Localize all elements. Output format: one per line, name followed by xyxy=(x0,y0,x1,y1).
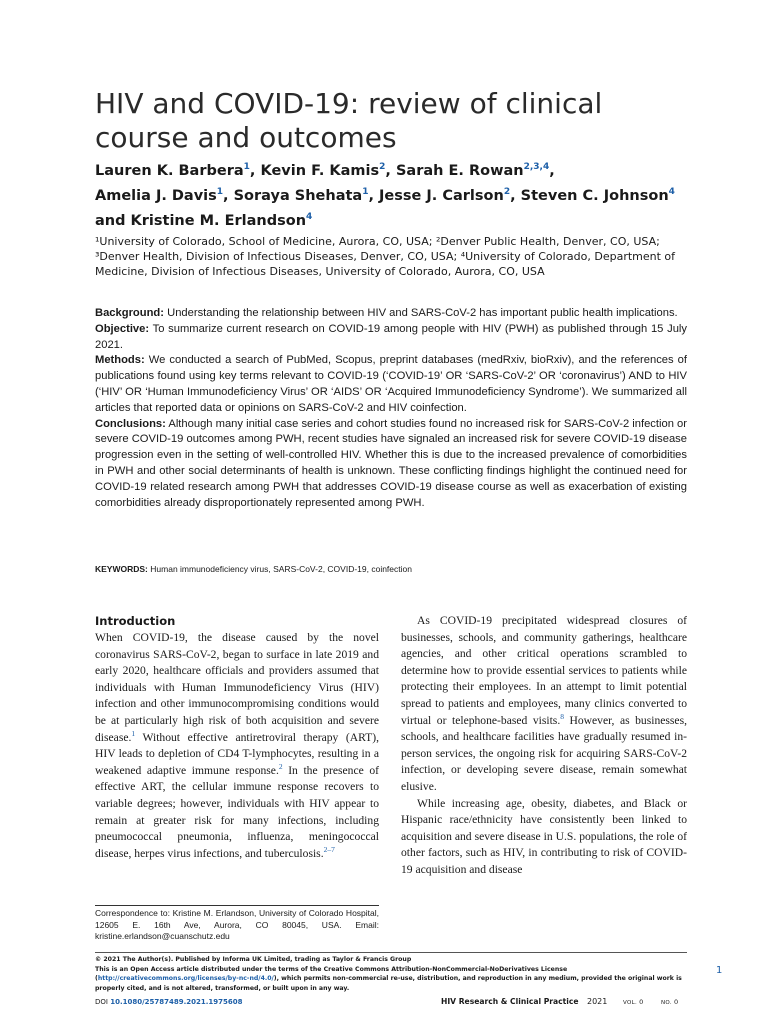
doi-line: DOI 10.1080/25787489.2021.1975608 xyxy=(95,998,243,1006)
citation-link[interactable]: 2–7 xyxy=(323,844,335,854)
author-name[interactable]: and Kristine M. Erlandson xyxy=(95,212,307,229)
author-name[interactable]: Amelia J. Davis xyxy=(95,187,217,204)
journal-footer xyxy=(95,996,687,1008)
keywords xyxy=(95,563,695,575)
correspondence-divider xyxy=(95,905,379,906)
objective-text: To summarize current research on COVID-19 among people with HIV (PWH) as published through 15 July 2021. xyxy=(95,322,687,351)
body-column-left xyxy=(95,613,379,862)
doi-link[interactable]: 10.1080/25787489.2021.1975608 xyxy=(110,998,243,1006)
author-affiliation-marker[interactable]: 1 xyxy=(243,162,250,172)
correspondence-note: Correspondence to: Kristine M. Erlandson, University of Colorado Hospital, 12605 E. 16th Ave, Aurora, CO 80045, USA. Email: kristine.erlandson@cuanschutz.edu xyxy=(95,908,379,941)
keywords-label: KEYWORDS: xyxy=(95,564,148,574)
journal-name: HIV Research & Clinical Practice xyxy=(441,997,579,1006)
author-affiliation-marker[interactable]: 1 xyxy=(362,186,369,197)
affiliation-line: ³Denver Health, Division of Infectious Diseases, Denver, CO, USA; ⁴University of Colorado, Department of xyxy=(95,250,676,263)
abstract-methods xyxy=(95,353,687,416)
author-affiliation-marker[interactable]: 4 xyxy=(306,211,313,222)
author-name[interactable]: Sarah E. Rowan xyxy=(395,162,524,179)
abstract-conclusions xyxy=(95,417,687,512)
affiliation-line: Medicine, Division of Infectious Diseases, University of Colorado, Aurora, CO, USA xyxy=(95,265,545,278)
background-text: Understanding the relationship between HIV and SARS-CoV-2 has important public health implications. xyxy=(167,307,678,319)
methods-label: Methods: xyxy=(95,354,145,367)
author-list: Lauren K. Barbera$^1$, Kevin F. Kamis$^2$, Sarah E. Rowan$^{2,3,4}$, Amelia J. Davis$^1$, Soraya Shehata$^1$, Jesse J. Carlson$^2$, Steven C. Johnson$^4$ and Kristine M. Erlandson$^4$ xyxy=(95,162,675,229)
abstract-background xyxy=(95,306,687,322)
conclusions-text: Although many initial case series and cohort studies found no increased risk for SARS-CoV-2 infection or severe COVID-19 outcomes among PWH, recent studies have signaled an increased risk for severe COVID-19 disease progression even in the setting of well-controlled HIV. Whether this is due to the increased prevalence of comorbidities in PWH and other social determinants of health is unknown. These conflicting findings highlight the continued need for COVID-19 related research among PWH that addresses COVID-19 disease course as well as exacerbation of existing comorbidities already disproportionately represented among PWH. xyxy=(95,417,687,509)
section-heading-introduction: Introduction xyxy=(95,614,176,628)
affiliations xyxy=(95,234,715,279)
citation-link[interactable]: 1 xyxy=(131,728,136,738)
author-name[interactable]: Soraya Shehata xyxy=(233,187,363,204)
citation-link[interactable]: 2 xyxy=(278,761,283,771)
intro-paragraph-1: When COVID-19, the disease caused by the novel coronavirus SARS-CoV-2, began to surface in late 2019 and early 2020, healthcare officials and providers assumed that individuals with Human Immunodeficiency Virus (HIV) infection and other immunocompromising conditions would be at particularly high risk of both acquisition and severe disease.$^1$ Without effective antiretroviral therapy (ART), HIV leads to depletion of CD4 T-lymphocytes, resulting in a weakened adaptive immune response.$^2$ In the presence of effective ART, the cellular immune response recovers to variable degrees; however, individuals with HIV appear to remain at greater risk for many infections, including pneumococcal pneumonia, influenza, meningococcal disease, herpes virus infections, and tuberculosis.$^{2-7}$ xyxy=(95,631,380,860)
author-affiliation-marker[interactable]: 1 xyxy=(216,186,224,197)
keywords-text: Human immunodeficiency virus, SARS-CoV-2, COVID-19, coinfection xyxy=(150,564,412,574)
intro-paragraph-2: As COVID-19 precipitated widespread closures of businesses, schools, and community gatherings, healthcare agencies, and other critical operations scrambled to determine how to provide essential services to patients while protecting their employees. In an attempt to limit potential spread to patients and employees, many clinics converted to virtual or telephone-based visits.$^8$ However, as businesses, schools, and healthcare facilities have gradually resumed in-person services, the ongoing risk for acquiring SARS-CoV-2 infection, or developing severe disease, remain somewhat elusive. xyxy=(401,614,687,793)
footer-divider xyxy=(95,952,687,953)
objective-label: Objective: xyxy=(95,322,150,335)
author-name[interactable]: Kevin F. Kamis xyxy=(260,162,380,179)
volume: VOL. 0 xyxy=(623,998,644,1006)
abstract xyxy=(95,306,687,511)
page-number: 1 xyxy=(716,965,723,976)
background-label: Background: xyxy=(95,307,164,319)
body-column-right xyxy=(401,613,687,879)
affiliation-line: ¹University of Colorado, School of Medicine, Aurora, CO, USA; ²Denver Public Health, Denver, CO, USA; xyxy=(95,235,660,248)
author-affiliation-marker[interactable]: 4 xyxy=(668,186,675,197)
license-text: This is an Open Access article distributed under the terms of the Creative Commons Attribution-NonCommercial-NoDerivatives License (http://creativecommons.org/licenses/by-nc-nd/4.0/), which permits non-commercial re-use, distribution, and reproduction in any medium, provided the original work is properly cited, and is not altered, transformed, or built upon in any way. xyxy=(95,965,682,992)
intro-paragraph-3: While increasing age, obesity, diabetes, and Black or Hispanic race/ethnicity have consistently been linked to acquisition and severe disease in U.S. populations, the role of other factors, such as HIV, in contributing to risk of COVID-19 acquisition and disease xyxy=(401,796,687,876)
publication-year: 2021 xyxy=(587,997,608,1006)
abstract-objective xyxy=(95,322,687,354)
conclusions-label: Conclusions: xyxy=(95,417,166,430)
license-statement xyxy=(95,955,695,993)
author-affiliation-marker[interactable]: 2,3,4 xyxy=(523,162,550,172)
author-name[interactable]: Lauren K. Barbera xyxy=(95,162,244,179)
citation-link[interactable]: 8 xyxy=(560,711,564,721)
article-title: HIV and COVID-19: review of clinical course and outcomes xyxy=(95,86,603,154)
copyright-line: © 2021 The Author(s). Published by Informa UK Limited, trading as Taylor & Francis Group xyxy=(95,956,412,963)
author-affiliation-marker[interactable]: 2 xyxy=(503,186,511,197)
author-affiliation-marker[interactable]: 2 xyxy=(379,162,386,172)
author-name[interactable]: Jesse J. Carlson xyxy=(379,187,504,204)
license-link[interactable]: http://creativecommons.org/licenses/by-nc-nd/4.0/ xyxy=(97,975,274,983)
issue-number: NO. 0 xyxy=(661,998,679,1006)
author-name[interactable]: Steven C. Johnson xyxy=(520,187,669,204)
methods-text: We conducted a search of PubMed, Scopus, preprint databases (medRxiv, bioRxiv), and the references of publications found using key terms relevant to COVID-19 (‘COVID-19’ OR ‘SARS-CoV-2’ OR ‘coronavirus’) AND to HIV (‘HIV’ OR ‘Human Immunodeficiency Virus’ OR ‘AIDS’ OR ‘Acquired Immunodeficiency Syndrome’). We summarized all articles that reported data or opinions on SARS-CoV-2 and HIV coinfection. xyxy=(95,354,688,414)
